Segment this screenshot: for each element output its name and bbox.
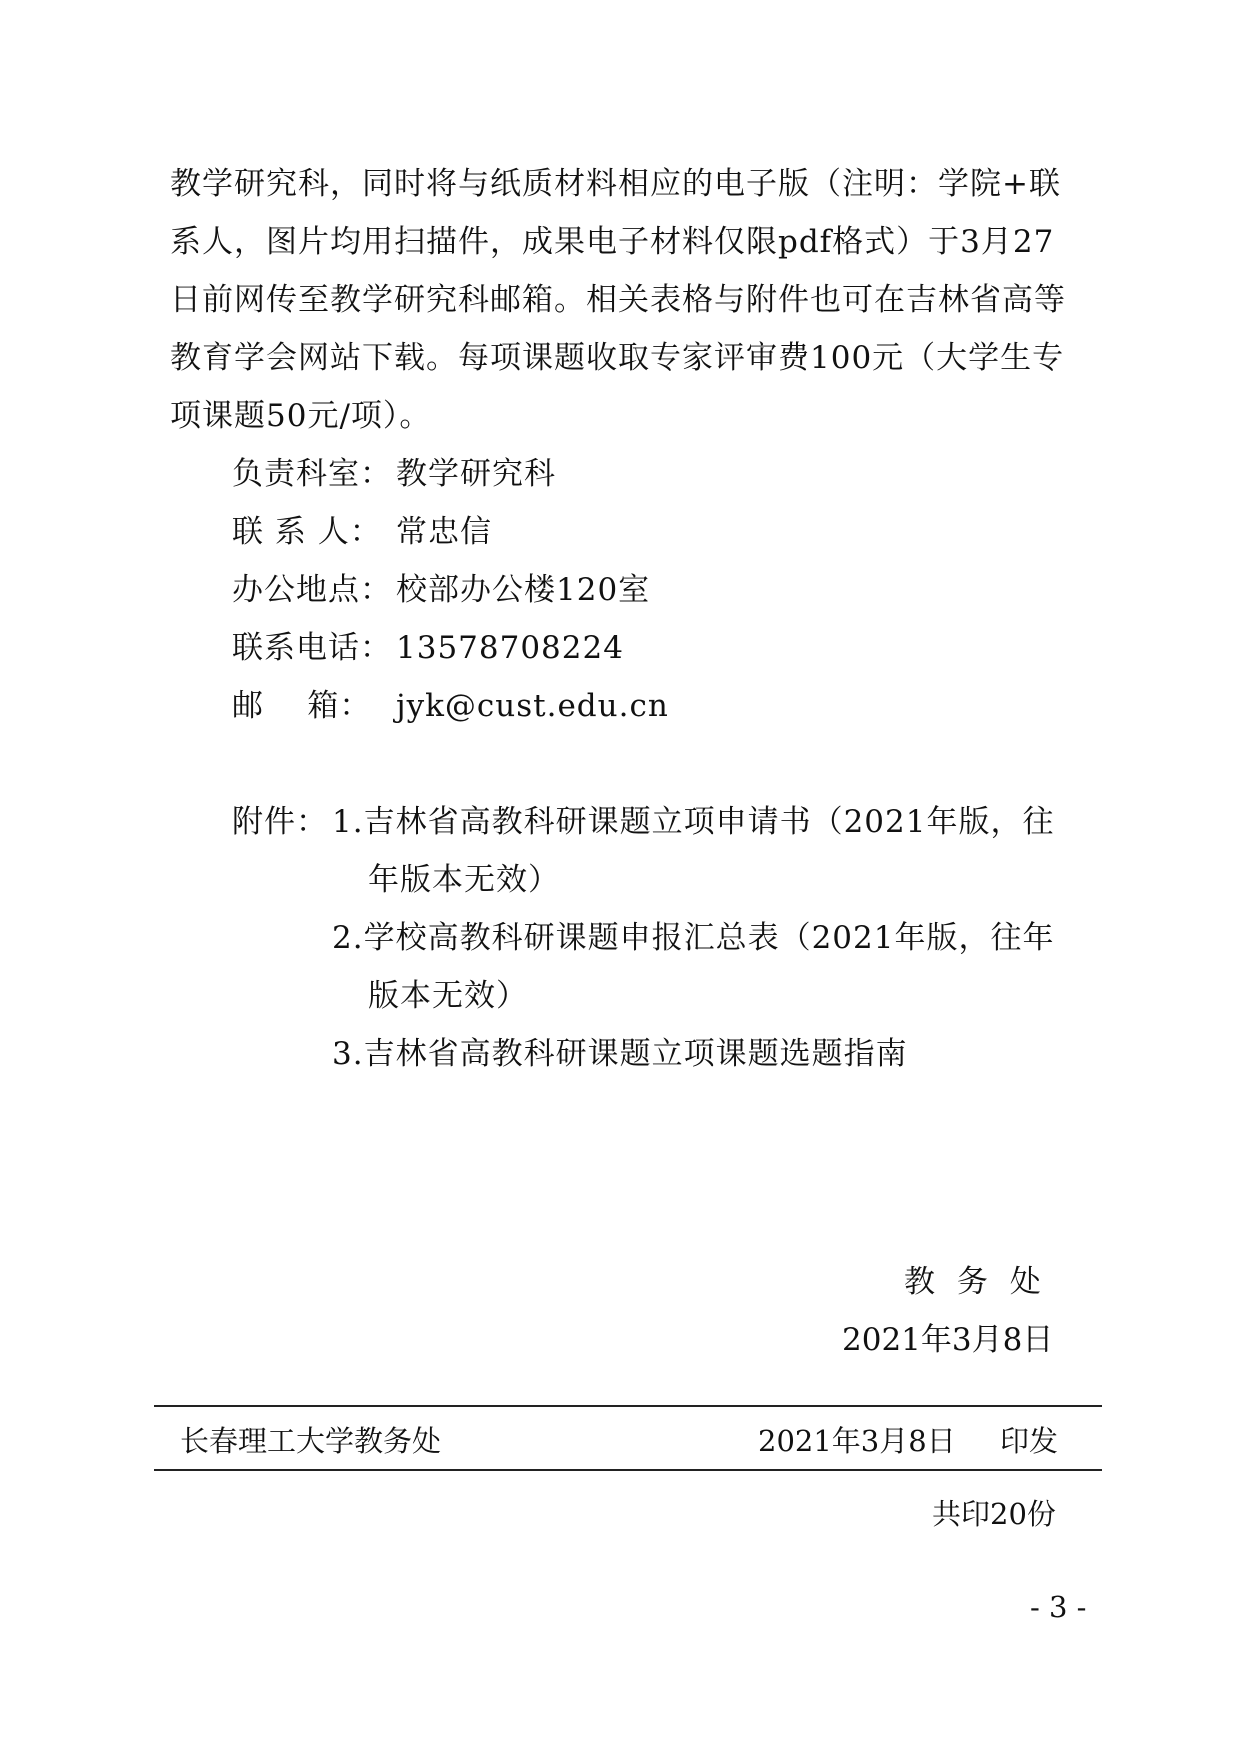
attachment-item-1-cont: 年版本无效） xyxy=(368,862,560,898)
contact-email xyxy=(232,686,669,726)
body-paragraph-line: 项课题50元/项）。 xyxy=(170,398,432,434)
address-value: 校部办公楼120室 xyxy=(396,572,651,608)
attachment-item-2: 2.学校高教科研课题申报汇总表（2021年版，往年 xyxy=(332,920,1055,956)
body-paragraph-line: 教学研究科，同时将与纸质材料相应的电子版（注明：学院+联 xyxy=(170,166,1061,202)
footer-copies: 共印20份 xyxy=(932,1497,1056,1531)
footer-issuer: 长春理工大学教务处 xyxy=(180,1424,442,1458)
body-paragraph-line: 教育学会网站下载。每项课题收取专家评审费100元（大学生专 xyxy=(170,340,1065,376)
signature-date: 2021年3月8日 xyxy=(842,1322,1054,1358)
attachment-item-2-cont: 版本无效） xyxy=(368,978,528,1014)
footer-issue-action: 印发 xyxy=(1000,1424,1059,1458)
signature-department: 教 务 处 xyxy=(904,1264,1047,1300)
footer-bottom-rule xyxy=(154,1469,1102,1471)
phone-label: 联系电话： xyxy=(232,630,392,666)
footer-top-rule xyxy=(154,1405,1102,1407)
address-label: 办公地点： xyxy=(232,572,392,608)
contact-address xyxy=(232,570,650,610)
attachments-label: 附件： xyxy=(232,804,328,840)
office-label: 负责科室： xyxy=(232,456,392,492)
person-value: 常忠信 xyxy=(396,514,492,550)
person-label: 联 系 人： xyxy=(232,514,382,550)
contact-person xyxy=(232,512,492,552)
email-label: 邮 箱： xyxy=(232,688,372,724)
attachment-item-1: 1.吉林省高教科研课题立项申请书（2021年版，往 xyxy=(332,804,1055,840)
phone-value: 13578708224 xyxy=(396,630,624,666)
body-paragraph-line: 日前网传至教学研究科邮箱。相关表格与附件也可在吉林省高等 xyxy=(170,282,1066,318)
email-value: jyk@cust.edu.cn xyxy=(396,688,669,724)
page-number: - 3 - xyxy=(1030,1590,1087,1624)
office-value: 教学研究科 xyxy=(396,456,556,492)
contact-phone xyxy=(232,628,624,668)
body-paragraph-line: 系人，图片均用扫描件，成果电子材料仅限pdf格式）于3月27 xyxy=(170,224,1055,260)
contact-office xyxy=(232,454,556,494)
attachment-item-3: 3.吉林省高教科研课题立项课题选题指南 xyxy=(332,1036,908,1072)
footer-issue-date: 2021年3月8日 xyxy=(758,1424,956,1458)
